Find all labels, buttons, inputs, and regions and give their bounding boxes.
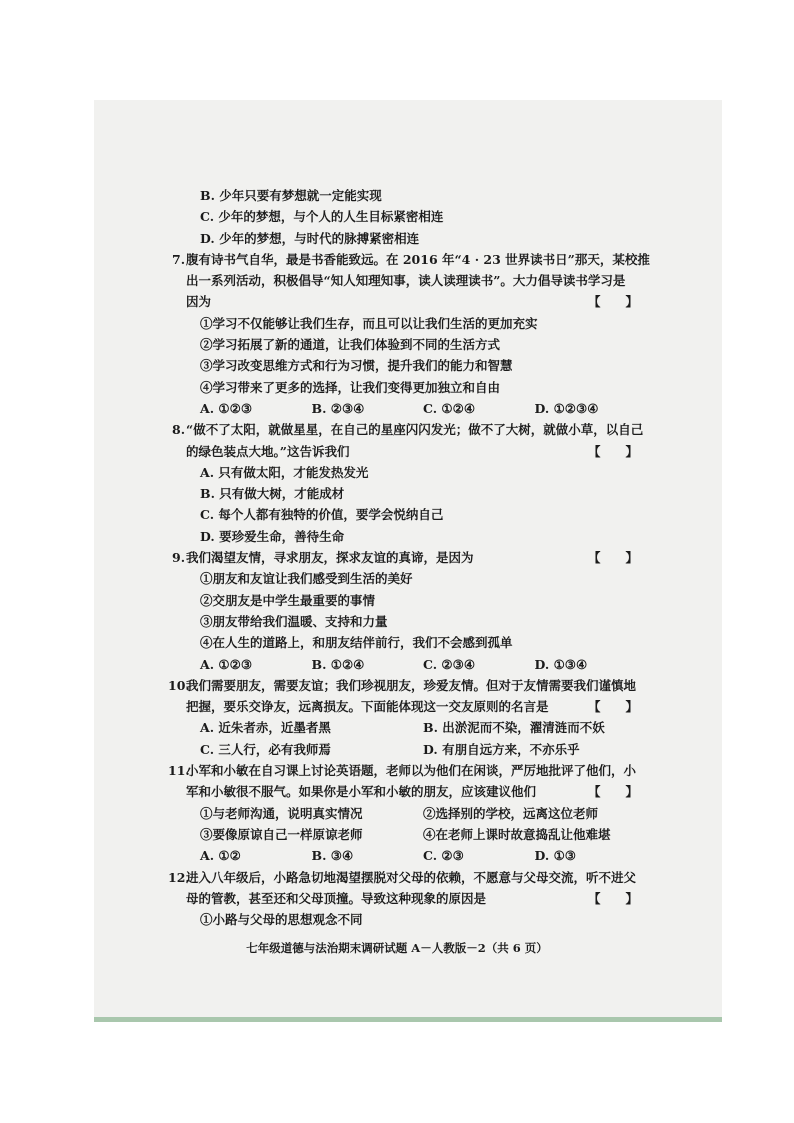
q9-item: ④在人生的道路上，和朋友结伴前行，我们不会感到孤单 (200, 635, 513, 651)
q7-option-b[interactable]: B. ②③④ (311, 400, 365, 416)
q8-number: 8. (172, 422, 186, 438)
q9-option-a[interactable]: A. ①②③ (200, 656, 253, 672)
q7-option-a[interactable]: A. ①②③ (200, 400, 253, 416)
q10-option-b[interactable]: B. 出淤泥而不染，濯清涟而不妖 (423, 720, 605, 736)
q6-option-b: B. 少年只要有梦想就一定能实现 (200, 188, 382, 203)
q11-option-b[interactable]: B. ③④ (311, 848, 354, 864)
page-footer: 七年级道德与法治期末调研试题 A－人教版－2（共 6 页） (246, 941, 548, 955)
q9-option-c[interactable]: C. ②③④ (423, 656, 476, 672)
q11-item: ③要像原谅自己一样原谅老师 (200, 826, 363, 842)
q11-stem-line: 军和小敏很不服气。如果你是小军和小敏的朋友，应该建议他们 【 】 (186, 781, 646, 802)
q7-option-d[interactable]: D. ①②③④ (534, 400, 599, 416)
q12-stem-line: 母的管教，甚至还和父母顶撞。导致这种现象的原因是 【 】 (186, 888, 646, 909)
q11-item: ②选择别的学校，远离这位老师 (423, 805, 599, 821)
exam-content (168, 185, 650, 930)
answer-bracket[interactable]: 【 】 (587, 294, 638, 310)
q8-option-c[interactable]: C. 每个人都有独特的价值，要学会悦纳自己 (200, 507, 444, 523)
answer-bracket[interactable]: 【 】 (587, 699, 638, 715)
q10-option-c[interactable]: C. 三人行，必有我师焉 (200, 741, 331, 757)
q10-option-d[interactable]: D. 有朋自远方来，不亦乐乎 (423, 741, 580, 757)
q7-item: ②学习拓展了新的通道，让我们体验到不同的生活方式 (200, 337, 501, 353)
answer-bracket[interactable]: 【 】 (587, 443, 638, 459)
q8-option-b[interactable]: B. 只有做大树，才能成材 (200, 486, 345, 502)
q9-item: ③朋友带给我们温暖、支持和力量 (200, 613, 388, 629)
q12-number: 12. (168, 869, 190, 885)
answer-bracket[interactable]: 【 】 (587, 550, 638, 566)
q8-option-d[interactable]: D. 要珍爱生命，善待生命 (200, 528, 345, 544)
answer-bracket[interactable]: 【 】 (587, 784, 638, 800)
q7-option-c[interactable]: C. ①②④ (423, 400, 476, 416)
q10-stem-line: 10. 我们需要朋友，需要友谊；我们珍视朋友，珍爱友情。但对于友情需要我们谨慎地 (186, 675, 646, 696)
q9-item: ②交朋友是中学生最重要的事情 (200, 592, 376, 608)
q11-item: ①与老师沟通，说明真实情况 (200, 805, 363, 821)
q7-number: 7. (172, 251, 186, 267)
q7-options (186, 398, 646, 419)
q11-option-a[interactable]: A. ①② (200, 848, 241, 864)
q9-number: 9. (172, 550, 186, 566)
q10-options-row (186, 717, 646, 738)
q11-stem-line: 11. 小军和小敏在自习课上讨论英语题，老师以为他们在闲谈，严厉地批评了他们，小 (186, 760, 646, 781)
answer-bracket[interactable]: 【 】 (587, 890, 638, 906)
q9-stem-line: 9. 我们渴望友情，寻求朋友，探求友谊的真谛，是因为 【 】 (186, 547, 646, 568)
q12-item: ①小路与父母的思想观念不同 (200, 912, 363, 928)
q11-item: ④在老师上课时故意捣乱让他难堪 (423, 826, 611, 842)
q10-stem-line: 把握，要乐交诤友，远离损友。下面能体现这一交友原则的名言是 【 】 (186, 696, 646, 717)
q11-option-d[interactable]: D. ①③ (534, 848, 577, 864)
q8-option-a[interactable]: A. 只有做太阳，才能发热发光 (200, 464, 369, 480)
q10-number: 10. (168, 677, 190, 693)
q9-option-b[interactable]: B. ①②④ (311, 656, 365, 672)
q11-option-c[interactable]: C. ②③ (423, 848, 464, 864)
q9-option-d[interactable]: D. ①③④ (534, 656, 588, 672)
q8-stem-line: 8. “做不了太阳，就做星星，在自己的星座闪闪发光；做不了大树，就做小草，以自己 (186, 419, 646, 440)
q7-item: ①学习不仅能够让我们生存，而且可以让我们生活的更加充实 (200, 315, 538, 331)
q11-options (186, 845, 646, 866)
q10-options-row (186, 739, 646, 760)
q8-stem-line: 的绿色装点大地。”这告诉我们 【 】 (186, 441, 646, 462)
q11-number: 11. (168, 763, 190, 779)
q7-item: ③学习改变思维方式和行为习惯，提升我们的能力和智慧 (200, 358, 513, 374)
q9-item: ①朋友和友谊让我们感受到生活的美好 (200, 571, 413, 587)
q11-items-row (186, 824, 646, 845)
q7-stem-line: 因为 【 】 (186, 291, 646, 312)
q6-option-c: C. 少年的梦想，与个人的人生目标紧密相连 (200, 209, 444, 225)
q7-item: ④学习带来了更多的选择，让我们变得更加独立和自由 (200, 379, 501, 395)
q6-option-d: D. 少年的梦想，与时代的脉搏紧密相连 (200, 230, 420, 246)
q11-items-row (186, 803, 646, 824)
scan-edge-line (94, 1017, 722, 1022)
q7-stem-line: 7. 腹有诗书气自华，最是书香能致远。在 2016 年“4 · 23 世界读书日”那天，某校推 (186, 249, 646, 270)
q9-options (186, 654, 646, 675)
q10-option-a[interactable]: A. 近朱者赤，近墨者黑 (200, 720, 331, 736)
q12-stem-line: 12. 进入八年级后，小路急切地渴望摆脱对父母的依赖，不愿意与父母交流，听不进父 (186, 867, 646, 888)
q7-stem-line: 出一系列活动，积极倡导“知人知理知事，读人读理读书”。大力倡导读书学习是 (186, 273, 626, 289)
